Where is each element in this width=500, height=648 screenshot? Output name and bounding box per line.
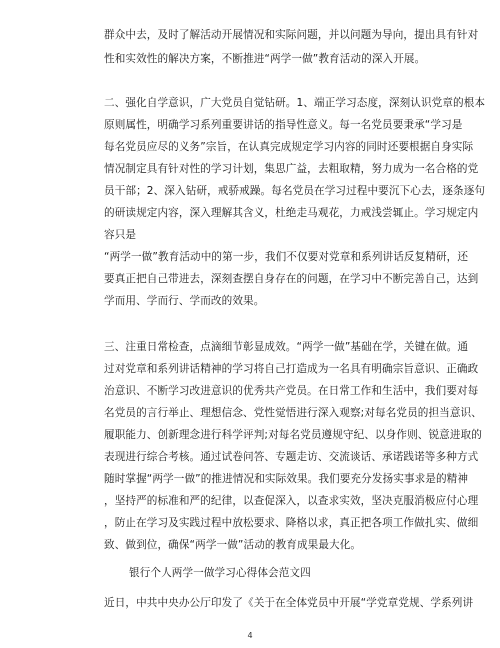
text-line: 容只是 (104, 229, 137, 241)
section-heading: 银行个人两学一做学习心得体会范文四 (129, 567, 311, 579)
text-line: “两学一做”教育活动中的第一步，我们不仅要对党章和系列讲话反复精研，还 (104, 251, 469, 263)
text-line: 情况制定具有针对性的学习计划，集思广益，去粗取精，努力成为一名合格的党 (104, 163, 479, 175)
text-line: 原则属性，明确学习系列重要讲话的指导性意义。每一名党员要秉承“学习是 (104, 119, 463, 131)
text-line: 表现进行综合考核。通过试卷问答、专题走访、交流谈话、承诺践诺等多种方式 (104, 451, 479, 463)
text-line: 近日，中共中央办公厅印发了《关于在全体党员中开展“学党章党规、学系列讲 (104, 597, 474, 609)
text-line: 致、做到位，确保“两学一做”活动的教育成果最大化。 (104, 539, 362, 551)
text-line: 每名党员应尽的义务”宗旨，在认真完成规定学习内容的同时还要根据自身实际 (104, 141, 474, 153)
text-line: 随时掌握“两学一做”的推进情况和实际效果。我们要充分发扬实事求是的精神 (104, 473, 469, 485)
text-line: 三、注重日常检查，点滴细节彰显成效。“两学一做”基础在学，关键在做。通 (104, 341, 469, 353)
text-line: 名党员的言行举止、理想信念、党性觉悟进行深入观察;对每名党员的担当意识、 (104, 407, 482, 419)
text-line: 的研读规定内容，深入理解其含义，杜绝走马观花，力戒浅尝辄止。学习规定内 (104, 207, 479, 219)
text-line: 群众中去，及时了解活动开展情况和实际问题，并以问题为导向，提出具有针对 (104, 29, 479, 41)
text-line: ，防止在学习及实践过程中放松要求、降格以求，真正把各项工作做扎实、做细 (104, 517, 479, 529)
text-line: ，坚持严的标准和严的纪律，以查促深入，以查求实效，坚决克服消极应付心理 (104, 495, 479, 507)
text-line: 性和实效性的解决方案，不断推进“两学一做”教育活动的深入开展。 (104, 53, 426, 65)
text-line: 二、强化自学意识，广大党员自觉钻研。1、端正学习态度，深刻认识党章的根本 (104, 97, 486, 109)
text-line: 要真正把自己带进去，深刻查摆自身存在的问题，在学习中不断完善自己，达到 (104, 273, 479, 285)
text-line: 履职能力、创新理念进行科学评判;对每名党员遵规守纪、以身作则、锐意进取的 (104, 429, 482, 441)
text-line: 过对党章和系列讲话精神的学习将自己打造成为一名具有明确宗旨意识、正确政 (104, 363, 479, 375)
text-line: 学而用、学而行、学而改的效果。 (104, 295, 265, 307)
text-line: 员干部；2、深入钻研，戒骄戒躁。每名党员在学习过程中要沉下心去，逐条逐句 (104, 185, 486, 197)
page-number: 4 (247, 631, 253, 640)
text-line: 治意识、不断学习改进意识的优秀共产党员。在日常工作和生活中，我们要对每 (104, 385, 479, 397)
